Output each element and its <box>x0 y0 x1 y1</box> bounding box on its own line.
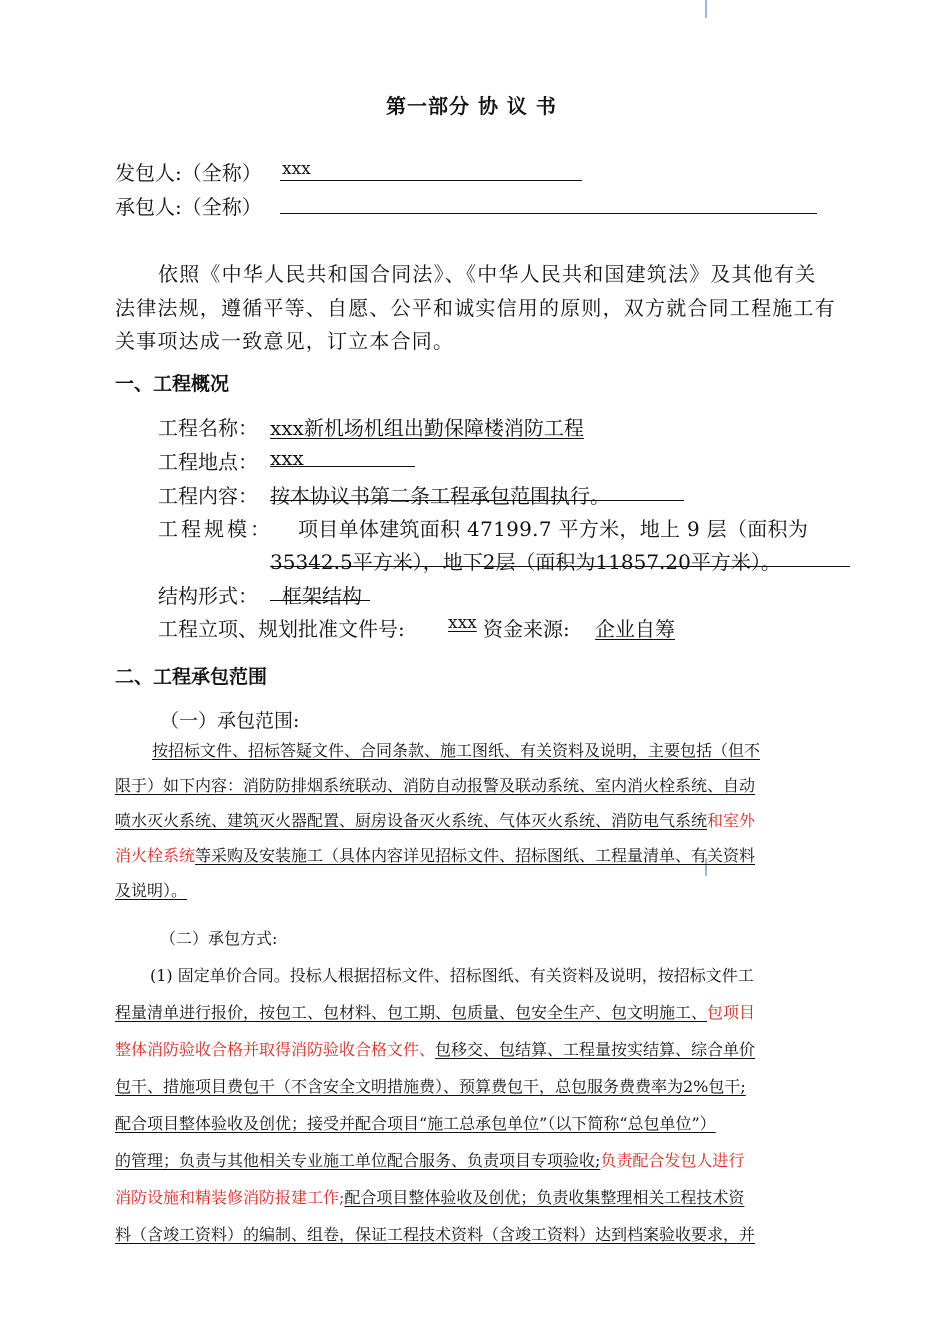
revision-marker <box>705 0 707 18</box>
employer-underline <box>280 180 582 181</box>
scope-line: 限于）如下内容：消防防排烟系统联动、消防自动报警及联动系统、室内消火栓系统、自动 <box>115 776 756 795</box>
funding-value: 企业自筹 <box>595 617 675 641</box>
mode-text-red: 消防设施和精装修消防报建工作; <box>115 1188 345 1207</box>
page-title: 第一部分 协 议 书 <box>386 94 557 118</box>
structure-underline <box>270 600 370 601</box>
employer-value: xxx <box>282 159 311 179</box>
section-heading: 一、工程概况 <box>115 373 230 395</box>
intro-line: 法律法规，遵循平等、自愿、公平和诚实信用的原则，双方就合同工程施工有 <box>115 296 836 320</box>
mode-line <box>115 1000 755 1023</box>
scope-text: 喷水灭火系统、建筑灭火器配置、厨房设备灭火系统、气体灭火系统、消防电气系统 <box>115 811 708 830</box>
mode-title: （二）承包方式: <box>160 929 278 948</box>
scope-line <box>115 843 755 866</box>
location-underline <box>270 466 415 467</box>
project-scale-value: 项目单体建筑面积 47199.7 平方米，地上 9 层（面积为 <box>298 517 809 541</box>
contractor-underline <box>280 213 817 214</box>
intro-line: 关事项达成一致意见，订立本合同。 <box>115 329 455 353</box>
mode-line <box>115 1185 744 1208</box>
mode-text-red: 整体消防验收合格并取得消防验收合格文件、 <box>115 1040 436 1059</box>
approval-value: xxx <box>448 613 477 633</box>
mode-text: 包移交、包结算、工程量按实结算、综合单价 <box>435 1040 756 1059</box>
scope-title: （一）承包范围: <box>160 710 300 732</box>
mode-text: 的管理；负责与其他相关专业施工单位配合服务、负责项目专项验收; <box>115 1151 601 1170</box>
employer-label: 发包人:（全称） <box>115 161 262 185</box>
mode-line: (1) 固定单价合同。投标人根据招标文件、招标图纸、有关资料及说明，按招标文件工 <box>150 966 754 985</box>
approval-label: 工程立项、规划批准文件号: <box>158 617 405 641</box>
scope-text: 等采购及安装施工（具体内容详见招标文件、招标图纸、工程量清单、有关资料 <box>195 846 756 865</box>
scope-line: 按招标文件、招标答疑文件、合同条款、施工图纸、有关资料及说明，主要包括（但不 <box>152 741 761 760</box>
intro-line: 依照《中华人民共和国合同法》、《中华人民共和国建筑法》及其他有关 <box>158 262 817 286</box>
mode-text-red: 负责配合发包人进行 <box>600 1151 745 1170</box>
mode-text-red: 包项目 <box>707 1003 756 1022</box>
project-location-value: xxx <box>270 446 304 470</box>
mode-line <box>115 1037 755 1060</box>
structure-value: 框架结构 <box>282 584 362 608</box>
contractor-label: 承包人:（全称） <box>115 195 262 219</box>
content-underline <box>270 500 684 501</box>
section-heading: 二、工程承包范围 <box>115 666 268 688</box>
mode-line: 包干、措施项目费包干（不含安全文明措施费）、预算费包干，总包服务费费率为2%包干; <box>115 1077 746 1096</box>
scope-line: 及说明）。 <box>115 881 188 900</box>
project-location-label: 工程地点： <box>158 450 258 474</box>
structure-label: 结构形式： <box>158 584 258 608</box>
scope-text-red: 消火栓系统 <box>115 846 196 865</box>
project-name-label: 工程名称： <box>158 416 258 440</box>
mode-line: 料（含竣工资料）的编制、组卷，保证工程技术资料（含竣工资料）达到档案验收要求，并 <box>115 1225 756 1244</box>
project-content-label: 工程内容： <box>158 484 258 508</box>
scale-underline <box>270 566 850 567</box>
mode-text: 配合项目整体验收及创优；负责收集整理相关工程技术资 <box>344 1188 745 1207</box>
project-content-value: 按本协议书第二条工程承包范围执行。 <box>270 484 610 508</box>
project-name-value: xxx新机场机组出勤保障楼消防工程 <box>270 416 584 440</box>
project-scale-label: 工程规模： <box>158 517 273 541</box>
project-scale-value: 35342.5平方米），地下2层（面积为11857.20平方米）。 <box>270 550 781 574</box>
mode-text: 程量清单进行报价，按包工、包材料、包工期、包质量、包安全生产、包文明施工、 <box>115 1003 708 1022</box>
scope-text-red: 和室外 <box>707 811 756 830</box>
mode-line: 配合项目整体验收及创优；接受并配合项目“施工总承包单位”（以下简称“总包单位”） <box>115 1114 716 1133</box>
scope-line <box>115 808 755 831</box>
mode-line <box>115 1148 744 1171</box>
funding-label: 资金来源: <box>483 617 570 641</box>
